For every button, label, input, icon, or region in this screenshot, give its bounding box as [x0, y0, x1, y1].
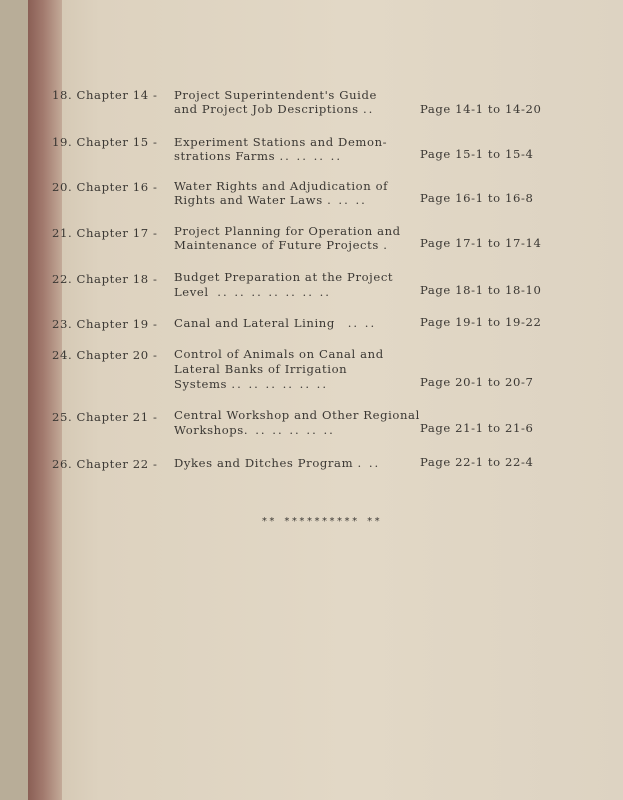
- toc-entry-title-line2: Lateral Banks of Irrigation: [174, 362, 348, 376]
- toc-entry-title-line1: Project Planning for Operation and: [174, 224, 401, 238]
- toc-entry-number: 22. Chapter 18 -: [52, 272, 158, 286]
- toc-page-range: Page 20-1 to 20-7: [420, 375, 534, 389]
- toc-entry-title-line2: Rights and Water Laws . .. ..: [174, 193, 367, 207]
- toc-entry-number: 24. Chapter 20 -: [52, 348, 158, 362]
- toc-entry-title-line2: and Project Job Descriptions ..: [174, 102, 375, 116]
- toc-leader-dots: .. .. .. .. .. .. ..: [217, 285, 331, 299]
- toc-leader-dots: .. ..: [347, 316, 377, 330]
- toc-entry-number: 25. Chapter 21 -: [52, 410, 158, 424]
- toc-leader-dots: .. .. .. ..: [279, 149, 343, 163]
- toc-page-range: Page 14-1 to 14-20: [420, 102, 542, 116]
- toc-entry-title-line1: Water Rights and Adjudication of: [174, 179, 389, 193]
- end-of-list-asterisks: ** ********** **: [261, 516, 382, 527]
- toc-entry-title-line1: Central Workshop and Other Regional: [174, 408, 420, 422]
- toc-page-range: Page 18-1 to 18-10: [420, 283, 542, 297]
- toc-entry-title-line1: Budget Preparation at the Project: [174, 270, 394, 284]
- toc-entry-title-line1: Dykes and Ditches Program . ..: [174, 456, 381, 470]
- toc-entry-title-line1: Experiment Stations and Demon-: [174, 135, 388, 149]
- toc-entry-title-line3: Systems .. .. .. .. .. ..: [174, 377, 329, 391]
- toc-entry-number: 23. Chapter 19 -: [52, 317, 158, 331]
- toc-leader-dots: .. .. .. .. .. ..: [231, 377, 329, 391]
- toc-entry-title-line2: Maintenance of Future Projects .: [174, 238, 389, 252]
- toc-entry-title-line2: Workshops. .. .. .. .. ..: [174, 423, 335, 437]
- toc-page-range: Page 15-1 to 15-4: [420, 147, 534, 161]
- toc-entry-number: 21. Chapter 17 -: [52, 226, 158, 240]
- toc-entry-number: 19. Chapter 15 -: [52, 135, 158, 149]
- toc-leader-dots: .: [383, 238, 389, 252]
- toc-leader-dots: ..: [362, 102, 375, 116]
- toc-entry-title-line2: Level .. .. .. .. .. .. ..: [174, 285, 331, 299]
- toc-leader-dots: . .. ..: [327, 193, 367, 207]
- toc-page-range: Page 22-1 to 22-4: [420, 455, 534, 469]
- toc-entry-number: 26. Chapter 22 -: [52, 457, 158, 471]
- toc-page-range: Page 21-1 to 21-6: [420, 421, 534, 435]
- toc-page-range: Page 16-1 to 16-8: [420, 191, 534, 205]
- toc-entry-number: 20. Chapter 16 -: [52, 180, 158, 194]
- toc-page-range: Page 19-1 to 19-22: [420, 315, 542, 329]
- toc-leader-dots: . .. .. .. .. ..: [243, 423, 335, 437]
- toc-entry-number: 18. Chapter 14 -: [52, 88, 158, 102]
- toc-entry-title-line1: Canal and Lateral Lining .. ..: [174, 316, 377, 330]
- toc-entry-title-line1: Control of Animals on Canal and: [174, 347, 384, 361]
- toc-entry-title-line1: Project Superintendent's Guide: [174, 88, 377, 102]
- toc-page-range: Page 17-1 to 17-14: [420, 236, 542, 250]
- toc-leader-dots: . ..: [357, 456, 381, 470]
- toc-entry-title-line2: strations Farms .. .. .. ..: [174, 149, 343, 163]
